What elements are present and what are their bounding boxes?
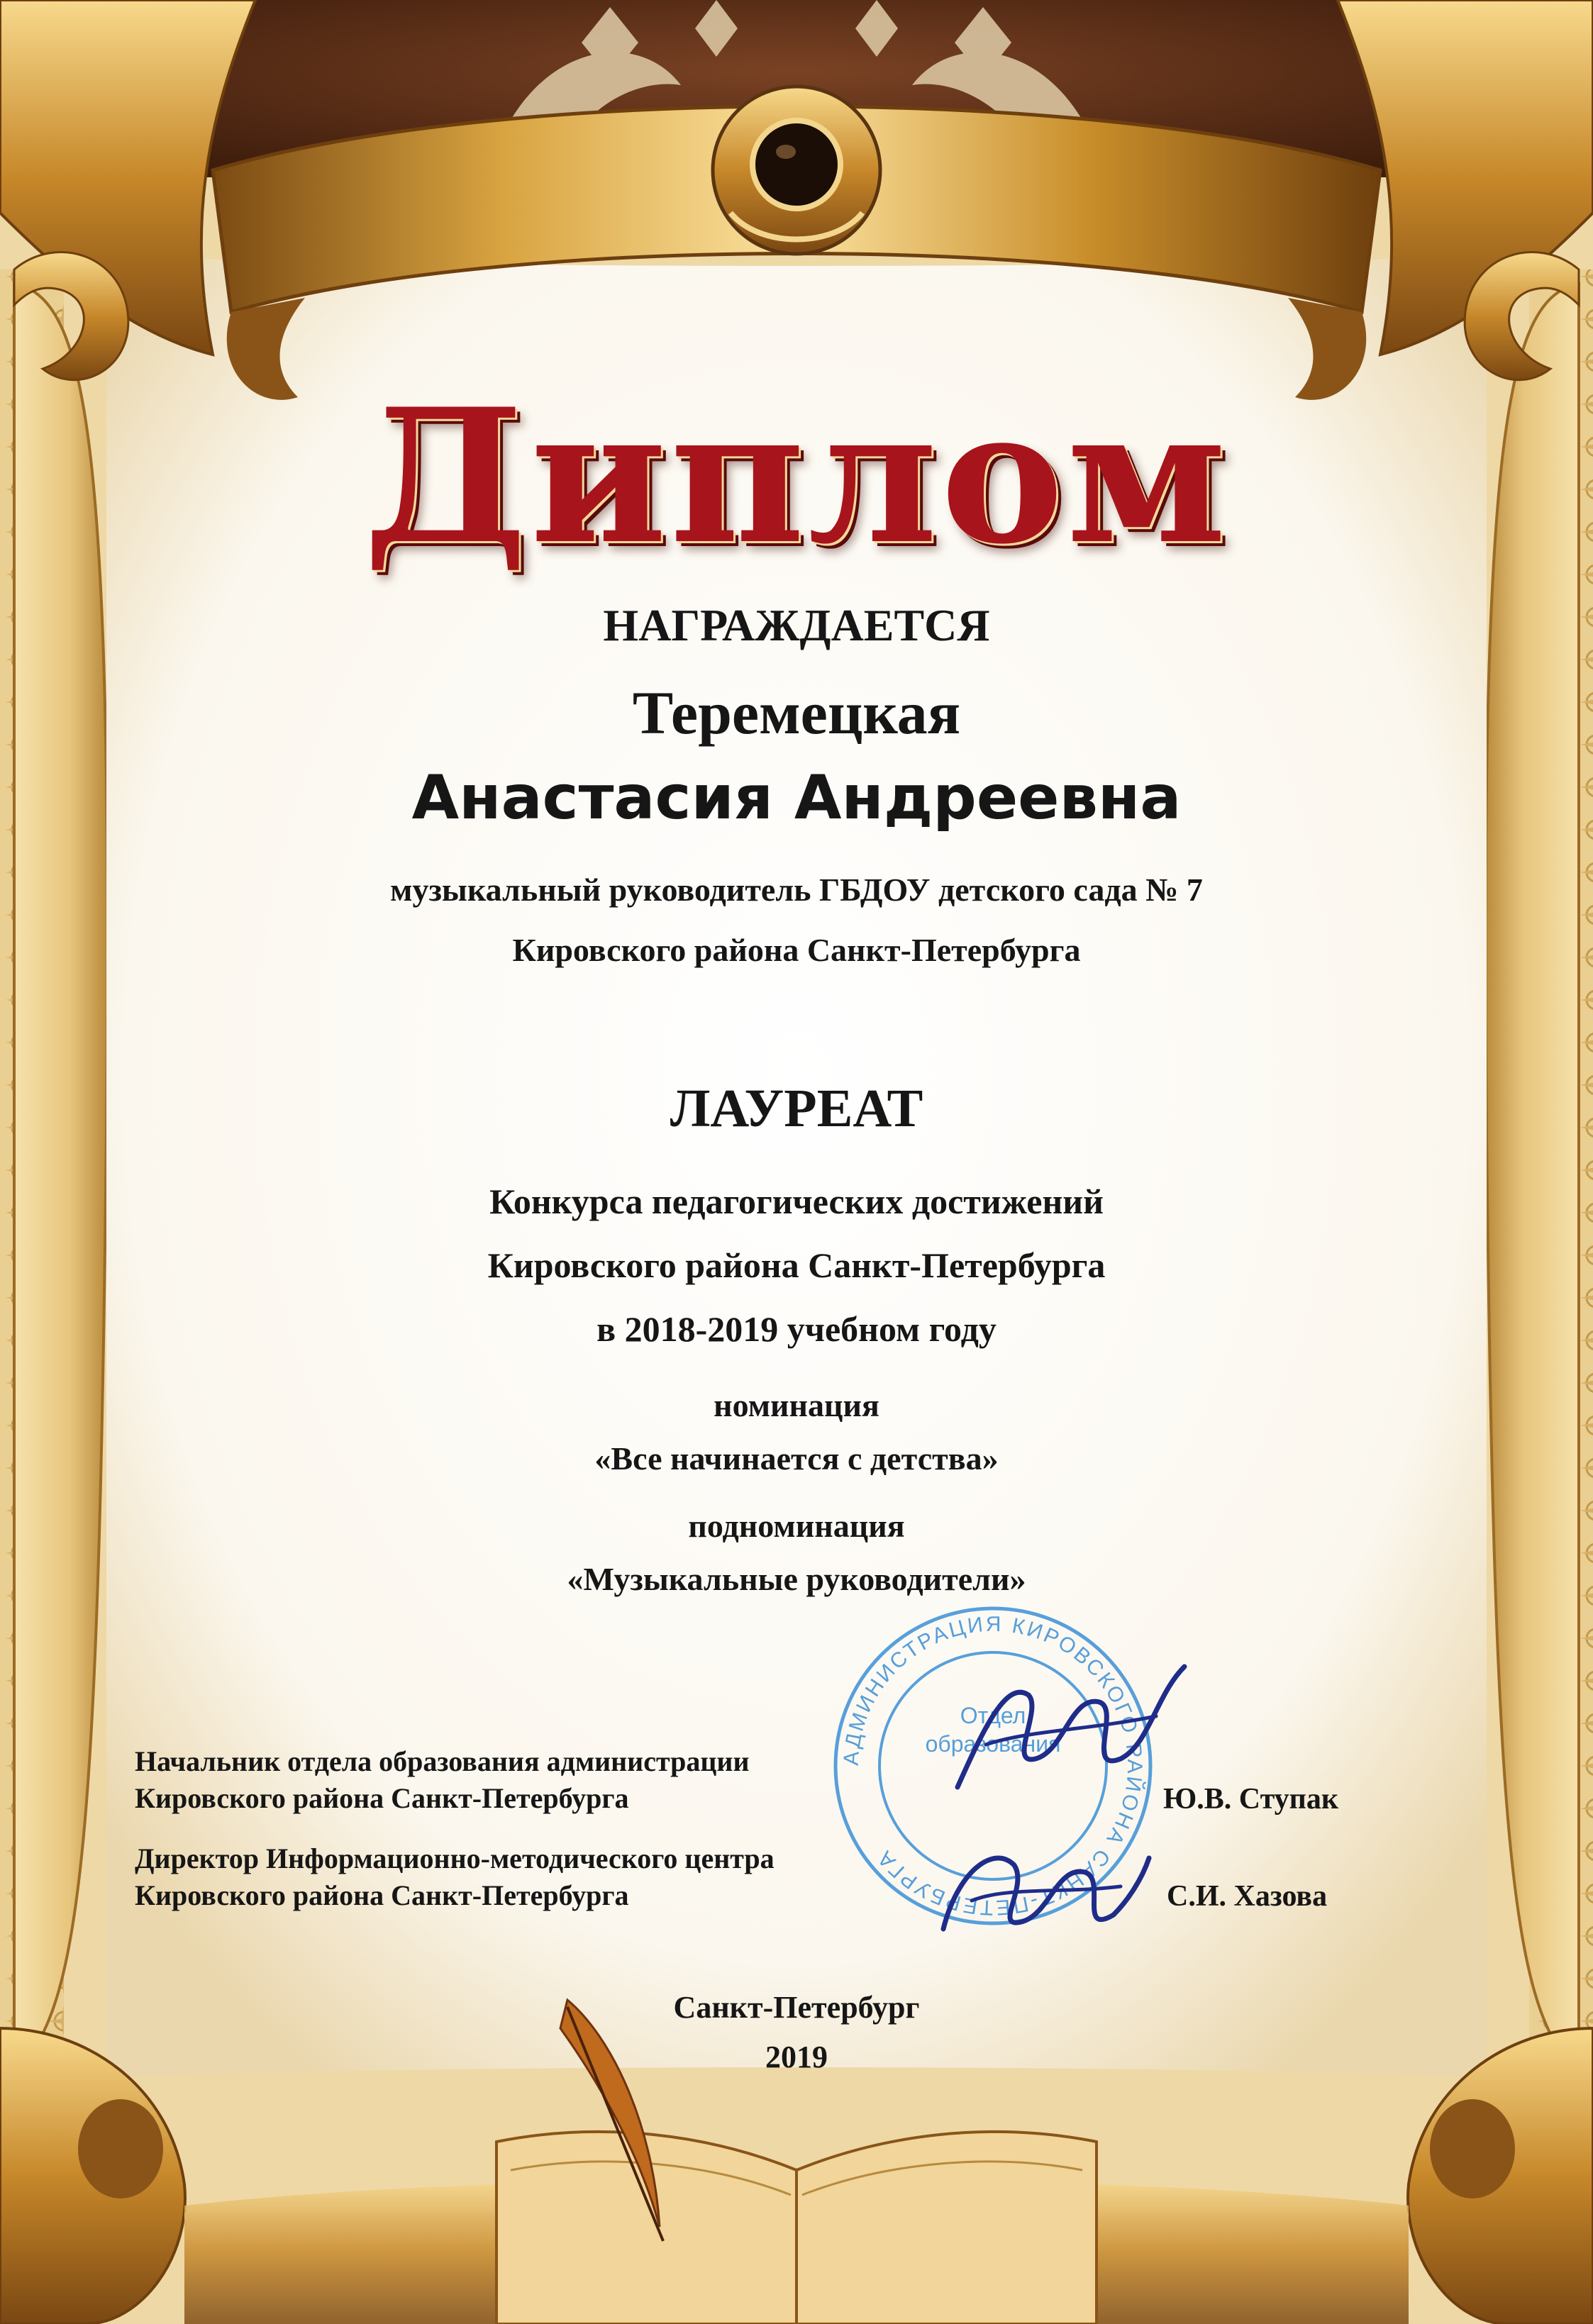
signatory2-role [135, 1840, 775, 1914]
footer-city: Санкт-Петербург [673, 1990, 920, 2025]
subnomination-label: подноминация [688, 1508, 905, 1544]
signatory2-role-line1: Директор Информационно-методического центра [135, 1842, 775, 1874]
subnomination-value: «Музыкальные руководители» [567, 1561, 1026, 1597]
signatory1-role [135, 1743, 750, 1817]
recipient-position-line1: музыкальный руководитель ГБДОУ детского сада № 7 [390, 872, 1203, 908]
awarded-heading: НАГРАЖДАЕТСЯ [603, 600, 990, 650]
diploma-title: Диплом [363, 369, 1230, 585]
nomination-value: «Все начинается с детства» [594, 1440, 999, 1477]
recipient-given-names: Анастасия Андреевна [411, 762, 1182, 833]
signature-director [915, 1816, 1156, 1957]
contest-line2: Кировского района Санкт-Петербурга [487, 1245, 1106, 1285]
svg-text:Отдел: Отдел [960, 1703, 1026, 1728]
svg-text:образования: образования [925, 1731, 1061, 1757]
signatory1-role-line2: Кировского района Санкт-Петербурга [135, 1782, 629, 1814]
signatory2-role-line2: Кировского района Санкт-Петербурга [135, 1879, 629, 1911]
footer-year: 2019 [765, 2040, 828, 2074]
signatory1-role-line1: Начальник отдела образования администрации [135, 1745, 750, 1777]
nomination-label: номинация [714, 1387, 879, 1423]
contest-line3: в 2018-2019 учебном году [596, 1309, 997, 1349]
recipient-surname: Теремецкая [632, 679, 961, 747]
signature-head-of-department [943, 1652, 1199, 1808]
award-status: ЛАУРЕАТ [670, 1079, 923, 1138]
svg-text:АДМИНИСТРАЦИЯ КИРОВСКОГО РАЙОН: АДМИНИСТРАЦИЯ КИРОВСКОГО РАЙОНА САНКТ-ПЕТЕРБУРГА [839, 1612, 1147, 1920]
signatory1-name: Ю.В. Ступак [1163, 1783, 1339, 1816]
recipient-position-line2: Кировского района Санкт-Петербурга [512, 932, 1081, 968]
contest-line1: Конкурса педагогических достижений [489, 1182, 1104, 1221]
signatory2-name: С.И. Хазова [1167, 1880, 1328, 1913]
